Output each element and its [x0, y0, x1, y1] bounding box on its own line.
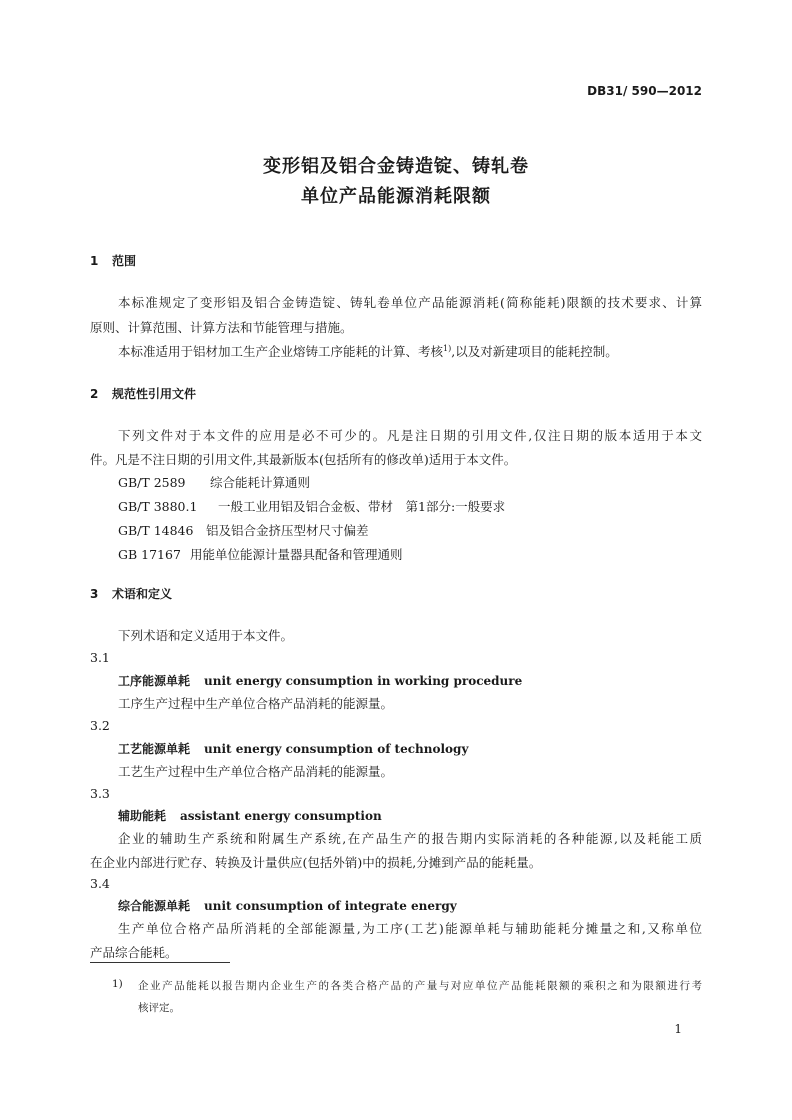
section-1-heading	[90, 252, 136, 269]
term-en: unit consumption of integrate energy	[204, 899, 457, 913]
section-number: 3	[90, 587, 99, 601]
footnote-ref[interactable]: 1)	[443, 343, 452, 353]
term-definition: 工艺生产过程中生产单位合格产品消耗的能源量。	[118, 764, 394, 779]
term-definition-line2: 在企业内部进行贮存、转换及计量供应(包括外销)中的损耗,分摊到产品的能耗量。	[90, 855, 542, 870]
section-title: 术语和定义	[112, 587, 173, 601]
section-number: 2	[90, 387, 99, 401]
term-en: unit energy consumption of technology	[204, 742, 469, 756]
section-number: 1	[90, 254, 99, 268]
reference-item	[118, 497, 505, 515]
term-number: 3.1	[90, 650, 110, 665]
s1-para1-line2: 原则、计算范围、计算方法和节能管理与措施。	[90, 320, 353, 335]
s3-intro: 下列术语和定义适用于本文件。	[118, 628, 294, 643]
reference-code: GB/T 2589	[118, 475, 186, 490]
s2-para1-line1: 下列文件对于本文件的应用是必不可少的。凡是注日期的引用文件,仅注日期的版本适用于本文	[118, 428, 702, 443]
reference-item	[118, 545, 403, 563]
footnote-mark: 1)	[112, 978, 123, 990]
reference-item	[118, 521, 369, 539]
reference-code: GB/T 3880.1	[118, 499, 198, 514]
term-cn: 工艺能源单耗	[118, 742, 191, 756]
s2-para1-line2: 件。凡是不注日期的引用文件,其最新版本(包括所有的修改单)适用于本文件。	[90, 452, 517, 467]
term-number: 3.4	[90, 876, 110, 891]
term-en: unit energy consumption in working procedure	[204, 674, 523, 688]
reference-title: 一般工业用铝及铝合金板、带材 第1部分:一般要求	[218, 499, 506, 514]
section-title: 范围	[112, 254, 137, 268]
term-heading	[118, 672, 522, 689]
term-heading	[118, 807, 382, 824]
section-title: 规范性引用文件	[112, 387, 197, 401]
title-line-2: 单位产品能源消耗限额	[301, 186, 491, 207]
term-heading	[118, 740, 468, 757]
term-cn: 综合能源单耗	[118, 899, 191, 913]
term-number: 3.2	[90, 718, 110, 733]
reference-item	[118, 473, 310, 491]
term-definition: 工序生产过程中生产单位合格产品消耗的能源量。	[118, 696, 394, 711]
standard-number: DB31/ 590—2012	[587, 84, 702, 98]
s1-para2	[118, 342, 618, 360]
s1-para2-text-end: ,以及对新建项目的能耗控制。	[451, 344, 618, 359]
s1-para1-line1: 本标准规定了变形铝及铝合金铸造锭、铸轧卷单位产品能源消耗(简称能耗)限额的技术要求、计算	[118, 295, 702, 310]
term-cn: 辅助能耗	[118, 809, 167, 823]
section-3-heading	[90, 585, 172, 602]
reference-title: 用能单位能源计量器具配备和管理通则	[190, 547, 403, 562]
term-heading	[118, 897, 457, 914]
reference-title: 综合能耗计算通则	[210, 475, 311, 490]
term-cn: 工序能源单耗	[118, 674, 191, 688]
section-2-heading	[90, 385, 196, 402]
term-number: 3.3	[90, 786, 110, 801]
term-definition-line2: 产品综合能耗。	[90, 945, 178, 960]
reference-code: GB/T 14846	[118, 523, 194, 538]
term-definition-line1: 企业的辅助生产系统和附属生产系统,在产品生产的报告期内实际消耗的各种能源,以及耗能工质	[118, 831, 702, 846]
term-en: assistant energy consumption	[180, 809, 382, 823]
reference-code: GB 17167	[118, 547, 181, 562]
title-line-1: 变形铝及铝合金铸造锭、铸轧卷	[263, 156, 529, 177]
footnote-line2: 核评定。	[138, 1002, 180, 1014]
page-number: 1	[674, 1022, 682, 1036]
s1-para2-text: 本标准适用于铝材加工生产企业熔铸工序能耗的计算、考核	[118, 344, 444, 359]
footnote-rule	[90, 962, 230, 963]
term-definition-line1: 生产单位合格产品所消耗的全部能源量,为工序(工艺)能源单耗与辅助能耗分摊量之和,又称单位	[118, 921, 702, 936]
reference-title: 铝及铝合金挤压型材尺寸偏差	[206, 523, 369, 538]
footnote-line1: 企业产品能耗以报告期内企业生产的各类合格产品的产量与对应单位产品能耗限额的乘积之和为限额进行考	[138, 980, 702, 992]
